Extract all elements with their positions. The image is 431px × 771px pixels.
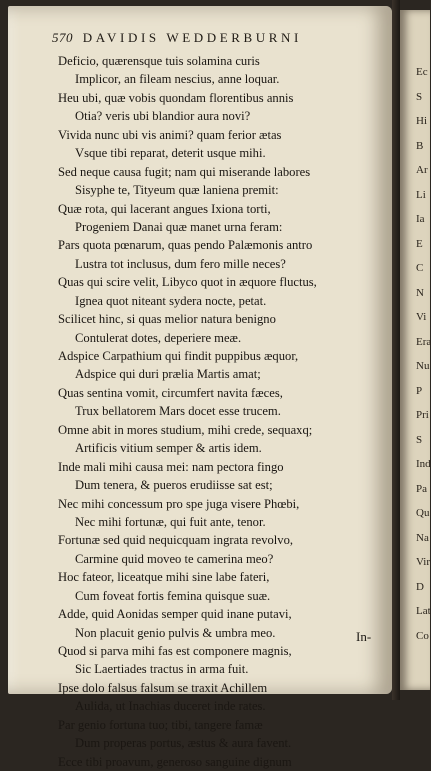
- poem-line: Omne abit in mores studium, mihi crede, sequaxq;: [58, 422, 313, 437]
- facing-page: [400, 10, 430, 690]
- poem-line: Vivida nunc ubi vis animi? quam ferior ætas: [58, 127, 282, 142]
- facing-page-fragment: Vi: [416, 311, 427, 323]
- poem-line: Adspice Carpathium qui findit puppibus æquor,: [58, 349, 299, 363]
- facing-page-fragment: N: [416, 286, 424, 299]
- poem-line: Sic Laertiades tractus in arma fuit.: [75, 662, 249, 677]
- poem-line: Contulerat dotes, deperiere meæ.: [75, 330, 242, 345]
- facing-page-fragment: Ec: [416, 66, 428, 78]
- poem-line: Dum properas portus, æstus & aura favent.: [75, 736, 292, 751]
- poem-line: Lustra tot inclusus, dum fero mille neces?: [75, 256, 286, 271]
- facing-page-fragment: Vir: [416, 556, 431, 568]
- running-head: DAVIDIS WEDDERBURNI: [82, 30, 302, 45]
- facing-page-fragment: Ind: [416, 458, 431, 470]
- poem-line: Vsque tibi reparat, deterit usque mihi.: [75, 146, 266, 161]
- poem-line: Hoc fateor, liceatque mihi sine labe fateri,: [58, 570, 270, 585]
- facing-page-fragment: Li: [416, 188, 426, 201]
- poem-line: Adde, quid Aonidas semper quid inane putavi,: [58, 607, 292, 622]
- facing-page-fragment: Hi: [416, 115, 427, 127]
- poem-line: Ignea quot niteant sydera nocte, petat.: [75, 293, 267, 308]
- facing-page-fragment: Lat: [416, 605, 431, 617]
- facing-page-fragment: D: [416, 580, 424, 593]
- facing-page-fragment: Ar: [416, 164, 428, 176]
- poem-line: Sisyphe te, Tityeum quæ laniena premit:: [75, 183, 279, 198]
- facing-page-fragment: S: [416, 90, 423, 103]
- poem-line: Ipse dolo falsus falsum se traxit Achillem: [58, 680, 268, 695]
- facing-page-fragment: Ia: [416, 213, 425, 225]
- poem-line: Scilicet hinc, si quas melior natura benigno: [58, 312, 276, 327]
- poem-line: Sed neque causa fugit; nam qui miserande labores: [58, 164, 311, 179]
- poem-line: Inde mali mihi causa mei: nam pectora fingo: [58, 459, 284, 474]
- poem-line: Trux bellatorem Mars docet esse trucem.: [75, 404, 281, 419]
- poem-line: Deficio, quærensque tuis solamina curis: [58, 54, 260, 68]
- poem-line: Cum foveat fortis femina quisque suæ.: [75, 588, 271, 603]
- poem-line: Dum tenera, & pueros erudiisse sat est;: [75, 478, 273, 493]
- poem-line: Aulida, ut Inachias duceret inde rates.: [75, 699, 266, 714]
- facing-page-fragment: Era: [416, 335, 431, 348]
- poem-line: Fortunæ sed quid nequicquam ingrata revolvo,: [58, 533, 294, 548]
- poem-line: Pars quota pœnarum, quas pendo Palæmonis antro: [58, 238, 313, 253]
- poem-line: Otia? veris ubi blandior aura novi?: [75, 109, 251, 124]
- poem-line: Quæ rota, qui lacerant angues Ixiona torti,: [58, 201, 271, 216]
- poem-line: Nec mihi fortunæ, qui fuit ante, tenor.: [75, 514, 266, 529]
- facing-page-fragment: Pa: [416, 482, 427, 495]
- poem-line: Quas sentina vomit, circumfert navita fæces,: [58, 385, 283, 400]
- poem-line: Heu ubi, quæ vobis quondam florentibus annis: [58, 90, 294, 105]
- poem-line: Par genio fortuna tuo; tibi, tangere famæ: [58, 717, 263, 732]
- facing-page-fragment: Nu: [416, 360, 430, 372]
- poem-line: Implicor, an fileam nescius, anne loquar.: [75, 72, 280, 87]
- facing-page-fragment: E: [416, 237, 423, 250]
- facing-page-fragment: Co: [416, 629, 429, 642]
- poem-line: Quas qui scire velit, Libyco quot in æquore fluctus,: [58, 275, 317, 290]
- poem-line: Quod si parva mihi fas est componere magnis,: [58, 644, 292, 658]
- poem-text: [58, 52, 394, 771]
- poem-line: Progeniem Danai quæ manet urna feram:: [75, 219, 283, 234]
- catchword: In-: [356, 629, 372, 644]
- facing-page-fragment: B: [416, 139, 424, 152]
- facing-page-fragment: Pri: [416, 409, 429, 421]
- poem-line: Carmine quid moveo te camerina meo?: [75, 551, 274, 566]
- poem-line: Non placuit genio pulvis & umbra meo.: [75, 625, 276, 640]
- facing-page-fragment: C: [416, 262, 424, 274]
- facing-page-fragment: Na: [416, 531, 429, 544]
- facing-page-fragment: S: [416, 433, 423, 446]
- facing-page-fragment: Qu: [416, 507, 430, 519]
- poem-line: Ecce tibi proavum, generoso sanguine dignum: [58, 754, 292, 769]
- poem-line: Artificis vitium semper & artis idem.: [75, 441, 262, 456]
- page-number: 570: [52, 30, 73, 45]
- poem-line: Nec mihi concessum pro spe juga visere Phœbi,: [58, 496, 300, 511]
- facing-page-fragment: P: [416, 384, 423, 397]
- poem-line: Adspice qui duri prælia Martis amat;: [75, 367, 261, 382]
- page-header: [52, 30, 382, 50]
